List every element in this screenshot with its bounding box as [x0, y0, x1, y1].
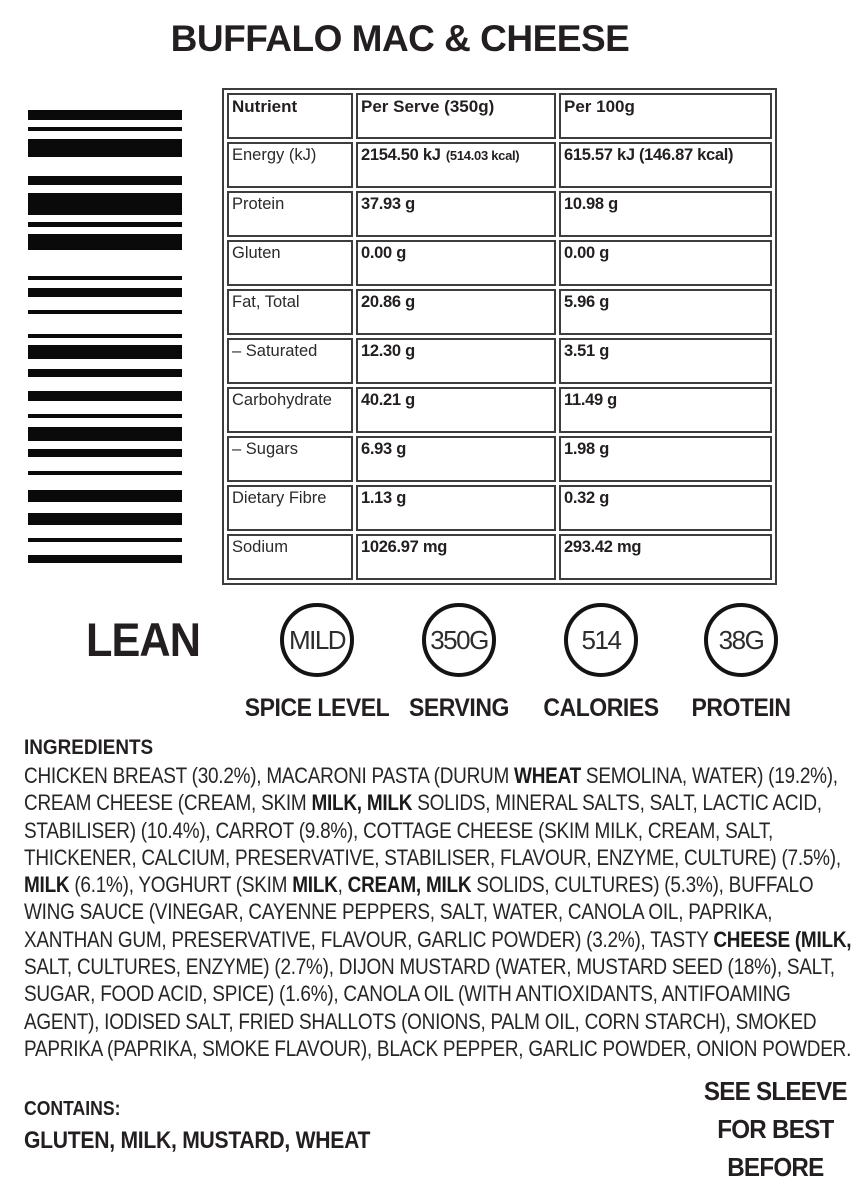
table-row	[227, 485, 772, 531]
barcode-bar	[28, 345, 182, 359]
spice-level-value: MILD	[288, 624, 346, 655]
table-row	[227, 436, 772, 482]
barcode-bar	[28, 110, 182, 120]
badge-spice-level	[237, 603, 397, 723]
allergens-list: GLUTEN, MILK, MUSTARD, WHEAT	[24, 1127, 371, 1154]
per-100g-cell: 1.98 g	[559, 436, 772, 482]
serving-label: SERVING	[409, 694, 509, 722]
barcode-bar	[28, 193, 182, 215]
ingredient-text: (6.1%), YOGHURT (SKIM	[69, 872, 293, 898]
per-100g-cell: 0.32 g	[559, 485, 772, 531]
table-row	[227, 338, 772, 384]
best-before-line: SEE SLEEVE	[703, 1076, 847, 1106]
protein-label: PROTEIN	[691, 694, 791, 722]
ingredient-text: SOLIDS, MINERAL SALTS, SALT, LACTIC ACID, STABILISER) (10.4%), CARROT (9.8%), COTTAGE CHEESE (SKIM MILK, CREAM, SALT, THICKENER, CALCIUM, PRESERVATIVE, STABILISER, FLAVOUR, ENZYME, CULTURE) (7.5%),	[24, 790, 841, 870]
spice-level-label: SPICE LEVEL	[244, 694, 390, 722]
serving-circle-icon	[422, 603, 496, 677]
ingredient-text: SEMOLINA, WATER) (19.2%), CREAM CHEESE (CREAM, SKIM	[24, 763, 838, 816]
barcode-bar	[28, 139, 182, 157]
lean-badge: LEAN	[86, 613, 201, 666]
barcode-bar	[28, 334, 182, 338]
badge-calories	[521, 603, 681, 723]
barcode-bar	[28, 538, 182, 542]
barcode-bar	[28, 490, 182, 502]
barcode-bar	[28, 513, 182, 525]
best-before-line: BEFORE	[727, 1152, 824, 1182]
per-serve-cell: 37.93 g	[356, 191, 556, 237]
allergen-emphasis: CHEESE (MILK,	[713, 926, 852, 952]
col-header-per-100g: Per 100g	[559, 93, 772, 139]
barcode-bar	[28, 414, 182, 418]
product-title: BUFFALO MAC & CHEESE	[170, 18, 630, 59]
table-row	[227, 534, 772, 580]
barcode-bar	[28, 369, 182, 377]
per-serve-cell: 2154.50 kJ (514.03 kcal)	[356, 142, 556, 188]
protein-circle-icon	[704, 603, 778, 677]
barcode-bar	[28, 234, 182, 250]
contains-section	[24, 1098, 370, 1155]
nutrient-cell: – Sugars	[227, 436, 353, 482]
per-serve-cell: 12.30 g	[356, 338, 556, 384]
allergen-emphasis: MILK	[24, 872, 70, 898]
calories-value: 514	[581, 624, 621, 655]
nutrient-cell: Sodium	[227, 534, 353, 580]
barcode-bar	[28, 176, 182, 185]
calories-circle-icon	[564, 603, 638, 677]
per-100g-cell: 10.98 g	[559, 191, 772, 237]
col-header-nutrient: Nutrient	[227, 93, 353, 139]
per-100g-cell: 615.57 kJ (146.87 kcal)	[559, 142, 772, 188]
per-100g-cell: 3.51 g	[559, 338, 772, 384]
per-100g-cell: 0.00 g	[559, 240, 772, 286]
best-before-note	[691, 1072, 860, 1186]
nutrient-cell: Gluten	[227, 240, 353, 286]
nutrient-cell: Protein	[227, 191, 353, 237]
kcal-note: (514.03 kcal)	[442, 148, 520, 163]
table-row	[227, 240, 772, 286]
nutrient-cell: Dietary Fibre	[227, 485, 353, 531]
table-row	[227, 387, 772, 433]
barcode-bar	[28, 427, 182, 441]
per-100g-cell: 5.96 g	[559, 289, 772, 335]
ingredient-text: SALT, CULTURES, ENZYME) (2.7%), DIJON MUSTARD (WATER, MUSTARD SEED (18%), SALT, SUGAR, FOOD ACID, SPICE) (1.6%), CANOLA OIL (WITH ANTIOXIDANTS, ANTIFOAMING AGENT), IODISED SALT, FRIED SHALLOTS (ONIONS, PALM OIL, CORN STARCH), SMOKED PAPRIKA (PAPRIKA, SMOKE FLAVOUR), BLACK PEPPER, GARLIC POWDER, ONION POWDER.	[24, 954, 852, 1061]
nutrient-cell: – Saturated	[227, 338, 353, 384]
ingredients-heading: INGREDIENTS	[24, 736, 154, 759]
table-header-row	[227, 93, 772, 139]
nutrition-table	[222, 88, 777, 585]
ingredients-text	[24, 762, 854, 1062]
serving-value: 350G	[430, 624, 488, 655]
per-serve-cell: 1.13 g	[356, 485, 556, 531]
per-serve-cell: 40.21 g	[356, 387, 556, 433]
badge-serving	[379, 603, 539, 723]
contains-heading: CONTAINS:	[24, 1098, 121, 1120]
barcode-bar	[28, 391, 182, 401]
per-serve-cell: 6.93 g	[356, 436, 556, 482]
allergen-emphasis: CREAM, MILK	[347, 872, 472, 898]
badge-protein	[661, 603, 821, 723]
nutrient-cell: Carbohydrate	[227, 387, 353, 433]
barcode-bar	[28, 222, 182, 227]
calories-label: CALORIES	[543, 694, 659, 722]
spice-level-circle-icon	[280, 603, 354, 677]
barcode-bar	[28, 276, 182, 280]
per-100g-cell: 11.49 g	[559, 387, 772, 433]
allergen-emphasis: WHEAT	[514, 763, 581, 788]
per-serve-cell: 0.00 g	[356, 240, 556, 286]
table-row	[227, 191, 772, 237]
table-row	[227, 142, 772, 188]
barcode-bar	[28, 449, 182, 457]
barcode-bar	[28, 127, 182, 131]
best-before-line: FOR BEST	[717, 1114, 834, 1144]
ingredient-text: ,	[337, 872, 348, 898]
barcode-bar	[28, 555, 182, 563]
table-row	[227, 289, 772, 335]
protein-value: 38G	[718, 624, 764, 655]
nutrient-cell: Energy (kJ)	[227, 142, 353, 188]
barcode	[28, 110, 182, 563]
ingredient-text: SOLIDS, CULTURES) (5.3%), BUFFALO WING SAUCE (VINEGAR, CAYENNE PEPPERS, SALT, WATER, CANOLA OIL, PAPRIKA, XANTHAN GUM, PRESERVATIVE, FLAVOUR, GARLIC POWDER) (3.2%), TASTY	[24, 872, 814, 952]
nutrient-cell: Fat, Total	[227, 289, 353, 335]
per-serve-cell: 1026.97 mg	[356, 534, 556, 580]
per-serve-cell: 20.86 g	[356, 289, 556, 335]
barcode-bar	[28, 288, 182, 297]
barcode-bar	[28, 310, 182, 314]
barcode-bar	[28, 471, 182, 475]
allergen-emphasis: MILK	[292, 872, 338, 898]
col-header-per-serve: Per Serve (350g)	[356, 93, 556, 139]
per-100g-cell: 293.42 mg	[559, 534, 772, 580]
allergen-emphasis: MILK, MILK	[311, 790, 413, 816]
ingredient-text: CHICKEN BREAST (30.2%), MACARONI PASTA (DURUM	[24, 763, 515, 788]
